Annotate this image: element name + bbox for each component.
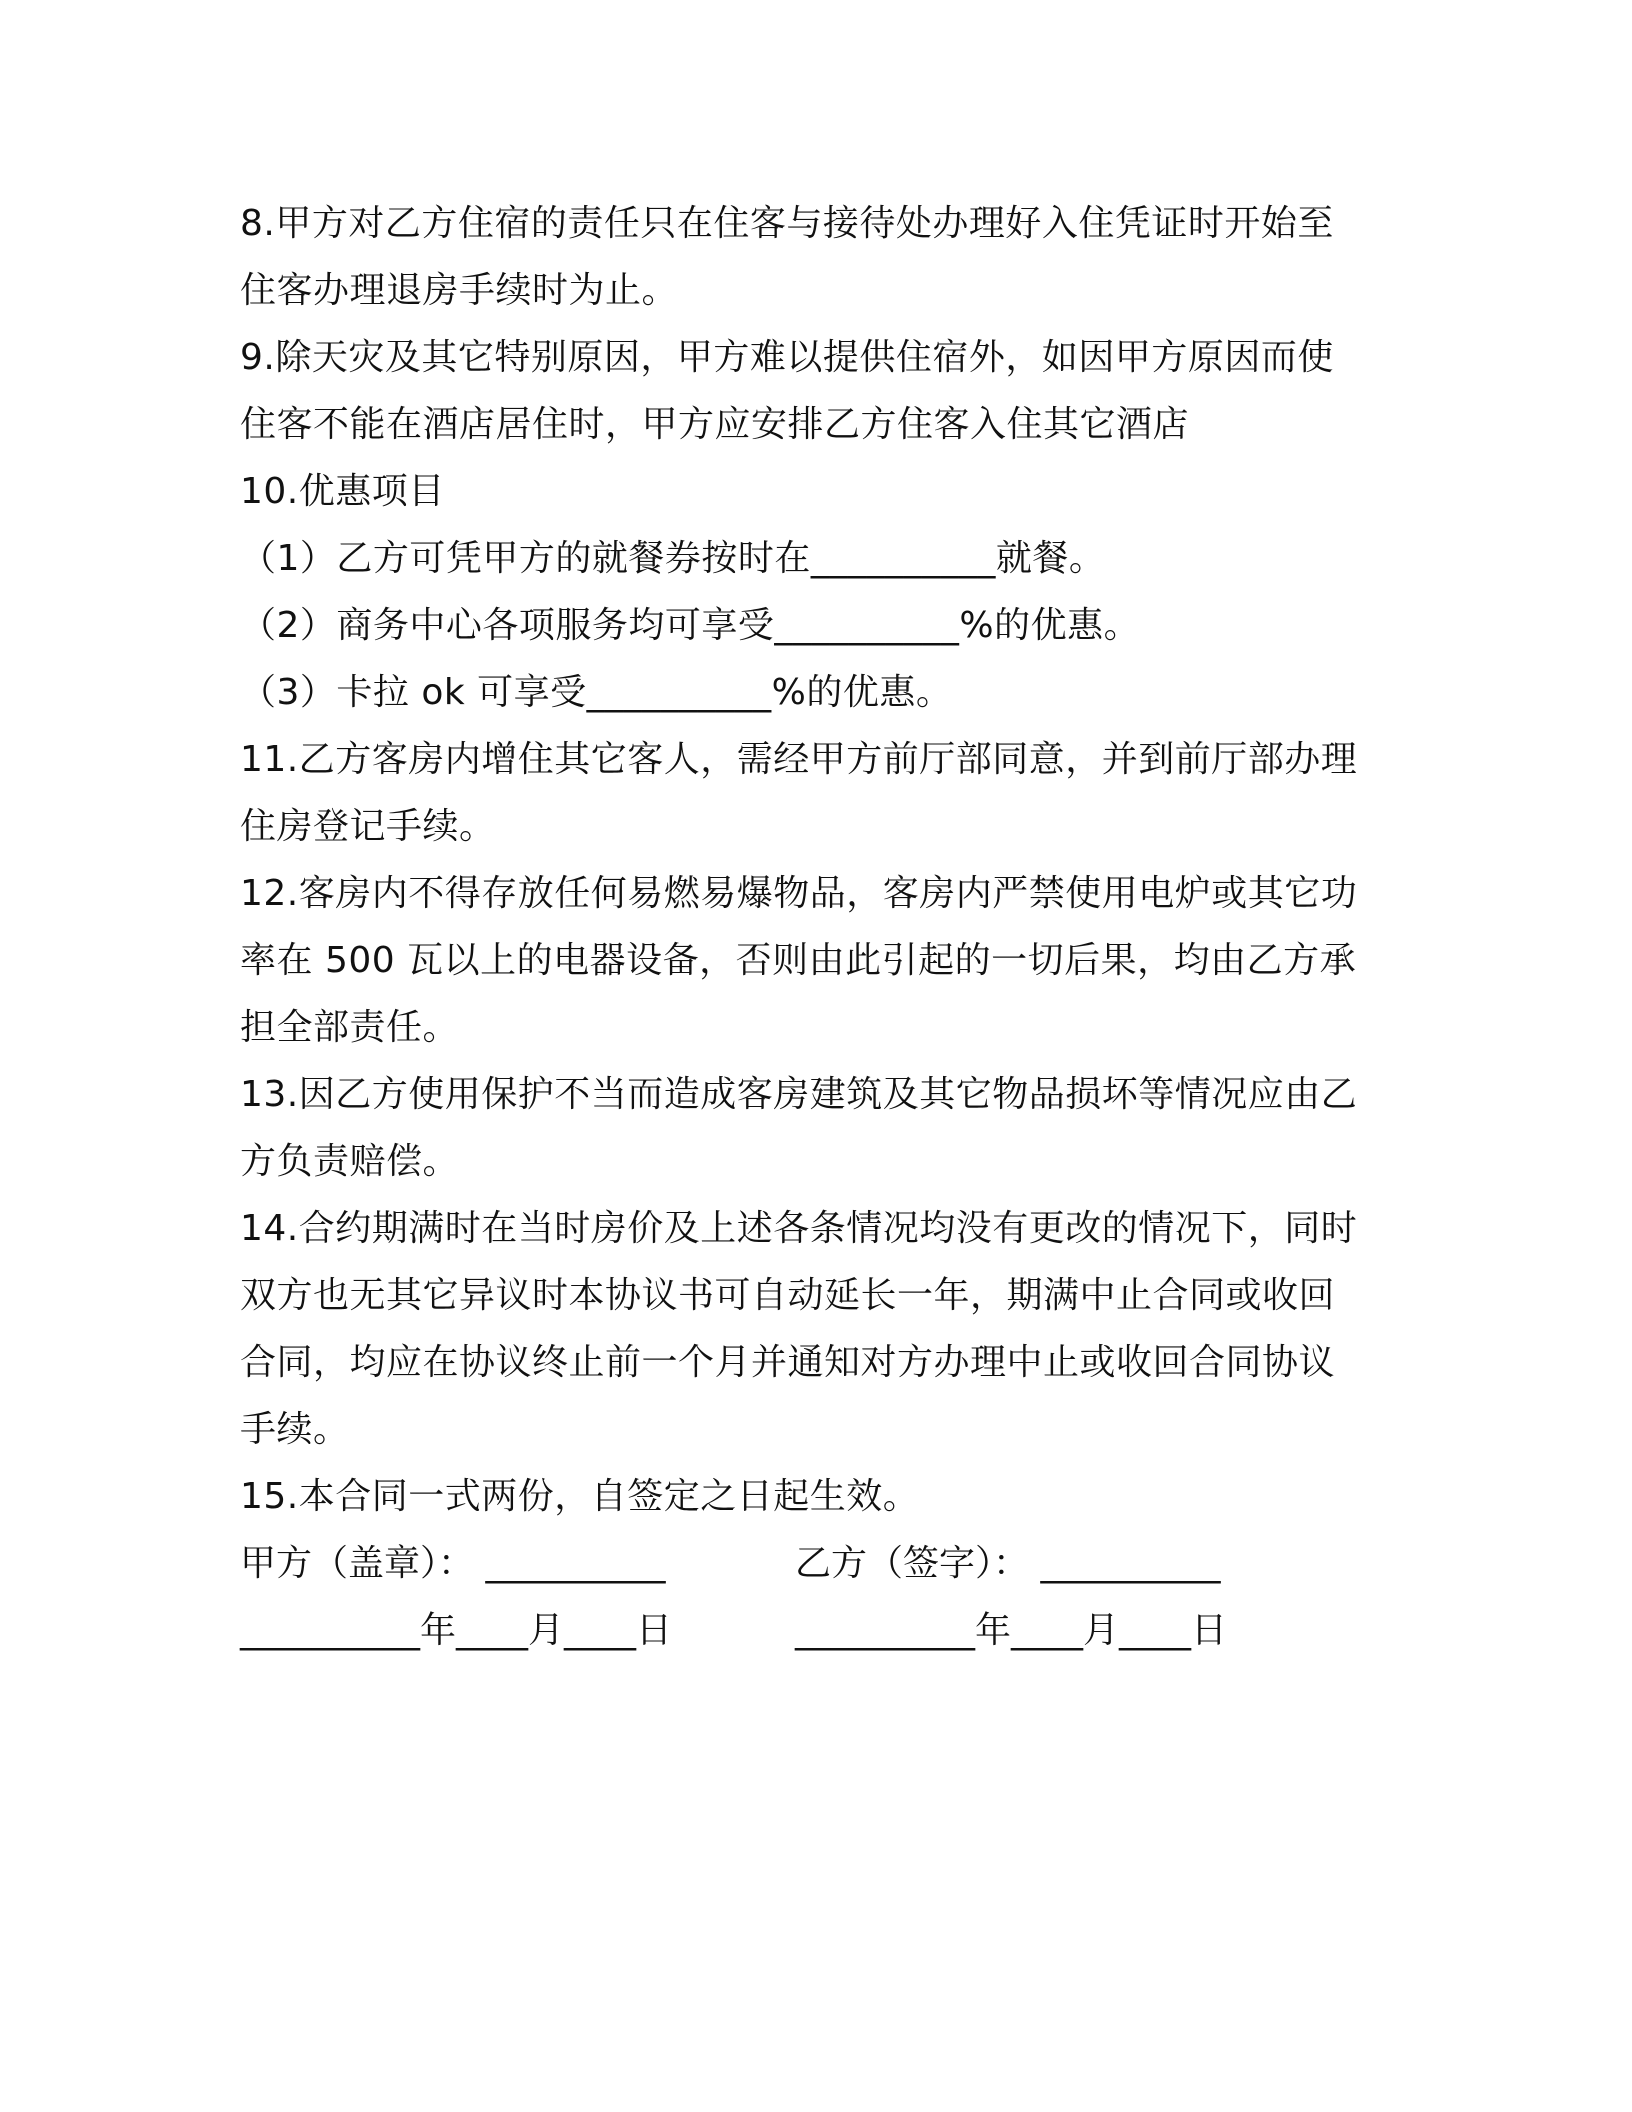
clause-14-line-1: 14.合约期满时在当时房价及上述各条情况均没有更改的情况下，同时 xyxy=(240,1208,1358,1249)
clause-10-heading: 10.优惠项目 xyxy=(240,471,445,512)
party-a-signature: 甲方（盖章）： __________ xyxy=(240,1543,666,1584)
clause-12-line-1: 12.客房内不得存放任何易燃易爆物品，客房内严禁使用电炉或其它功 xyxy=(240,873,1358,914)
clause-14-line-3: 合同，均应在协议终止前一个月并通知对方办理中止或收回合同协议 xyxy=(240,1342,1336,1383)
clause-12-line-2: 率在 500 瓦以上的电器设备，否则由此引起的一切后果，均由乙方承 xyxy=(240,940,1357,981)
clause-14-line-4: 手续。 xyxy=(240,1409,350,1450)
party-a-date: __________年____月____日 xyxy=(240,1610,672,1651)
clause-15: 15.本合同一式两份，自签定之日起生效。 xyxy=(240,1476,920,1517)
clause-13-line-2: 方负责赔偿。 xyxy=(240,1141,460,1182)
contract-page xyxy=(240,190,1380,1664)
date-row xyxy=(240,1597,1380,1664)
party-b-signature: 乙方（签字）： __________ xyxy=(795,1543,1221,1584)
party-b-date: __________年____月____日 xyxy=(795,1610,1227,1651)
clause-10-item-1: （1）乙方可凭甲方的就餐券按时在__________就餐。 xyxy=(240,538,1106,579)
clause-13-line-1: 13.因乙方使用保护不当而造成客房建筑及其它物品损坏等情况应由乙 xyxy=(240,1074,1358,1115)
clause-12-line-3: 担全部责任。 xyxy=(240,1007,460,1048)
clause-11-line-2: 住房登记手续。 xyxy=(240,806,496,847)
clause-8-line-2: 住客办理退房手续时为止。 xyxy=(240,270,679,311)
signature-row xyxy=(240,1530,1380,1597)
clause-14-line-2: 双方也无其它异议时本协议书可自动延长一年，期满中止合同或收回 xyxy=(240,1275,1336,1316)
clause-9-line-2: 住客不能在酒店居住时，甲方应安排乙方住客入住其它酒店 xyxy=(240,404,1190,445)
clause-10-item-2: （2）商务中心各项服务均可享受__________%的优惠。 xyxy=(240,605,1141,646)
clause-8-line-1: 8.甲方对乙方住宿的责任只在住客与接待处办理好入住凭证时开始至 xyxy=(240,203,1334,244)
clause-11-line-1: 11.乙方客房内增住其它客人，需经甲方前厅部同意，并到前厅部办理 xyxy=(240,739,1358,780)
clause-10-item-3: （3）卡拉 ok 可享受__________%的优惠。 xyxy=(240,672,953,713)
clause-9-line-1: 9.除天灾及其它特别原因，甲方难以提供住宿外，如因甲方原因而使 xyxy=(240,337,1334,378)
